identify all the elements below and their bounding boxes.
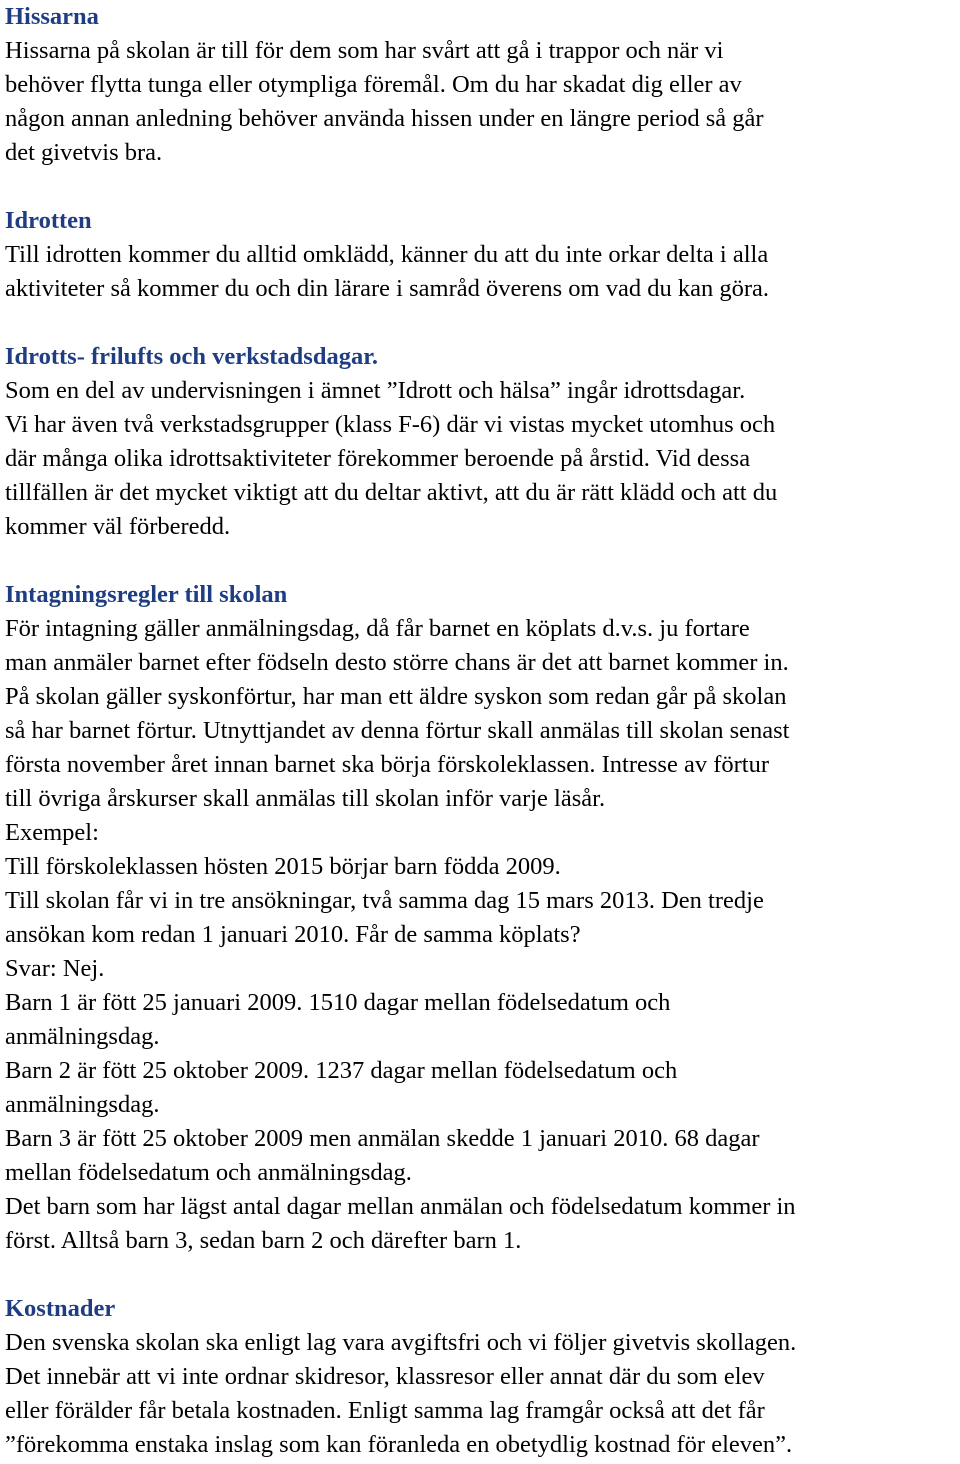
paragraph-line: anmälningsdag.: [5, 1023, 160, 1050]
paragraph-line: ”förekomma enstaka inslag som kan föranleda en obetydlig kostnad för eleven”.: [5, 1431, 793, 1458]
paragraph-line: första november året innan barnet ska börja förskoleklassen. Intresse av förtur: [5, 751, 769, 778]
paragraph-line: Det innebär att vi inte ordnar skidresor, klassresor eller annat där du som elev: [5, 1363, 765, 1390]
paragraph-line: eller förälder får betala kostnaden. Enligt samma lag framgår också att det får: [5, 1397, 765, 1424]
paragraph-line: Barn 1 är fött 25 januari 2009. 1510 dagar mellan födelsedatum och: [5, 989, 671, 1016]
section-heading: Intagningsregler till skolan: [5, 581, 288, 608]
paragraph-line: någon annan anledning behöver använda hissen under en längre period så går: [5, 105, 764, 132]
section-heading: Hissarna: [5, 3, 99, 30]
section-heading: Idrotten: [5, 207, 92, 234]
section-spacer: [5, 170, 960, 204]
paragraph-line: till övriga årskurser skall anmälas till skolan inför varje läsår.: [5, 785, 606, 812]
section-heading: Kostnader: [5, 1295, 116, 1322]
section-spacer: [5, 1258, 960, 1292]
section-hissarna: [5, 0, 960, 170]
paragraph-line: så har barnet förtur. Utnyttjandet av denna förtur skall anmälas till skolan senast: [5, 717, 790, 744]
section-idrotten: [5, 204, 960, 306]
paragraph-line: anmälningsdag.: [5, 1091, 160, 1118]
paragraph-line: Det barn som har lägst antal dagar mellan anmälan och födelsedatum kommer in: [5, 1193, 796, 1220]
paragraph-line: Till förskoleklassen hösten 2015 börjar barn födda 2009.: [5, 853, 561, 880]
paragraph-line: Hissarna på skolan är till för dem som har svårt att gå i trappor och när vi: [5, 37, 724, 64]
paragraph-line: aktiviteter så kommer du och din lärare i samråd överens om vad du kan göra.: [5, 275, 770, 302]
section-kostnader: [5, 1292, 960, 1462]
paragraph-line: tillfällen är det mycket viktigt att du deltar aktivt, att du är rätt klädd och att du: [5, 479, 778, 506]
section-heading: Idrotts- frilufts och verkstadsdagar.: [5, 343, 378, 370]
paragraph-line: För intagning gäller anmälningsdag, då får barnet en köplats d.v.s. ju fortare: [5, 615, 750, 642]
paragraph-line: mellan födelsedatum och anmälningsdag.: [5, 1159, 412, 1186]
answer-line: Svar: Nej.: [5, 955, 105, 982]
paragraph-line: man anmäler barnet efter födseln desto större chans är det att barnet kommer in.: [5, 649, 789, 676]
section-intagningsregler: [5, 578, 960, 1258]
paragraph-line: Vi har även två verkstadsgrupper (klass F-6) där vi vistas mycket utomhus och: [5, 411, 776, 438]
example-label: Exempel:: [5, 819, 99, 846]
paragraph-line: kommer väl förberedd.: [5, 513, 231, 540]
paragraph-line: där många olika idrottsaktiviteter förekommer beroende på årstid. Vid dessa: [5, 445, 751, 472]
paragraph-line: Barn 2 är fött 25 oktober 2009. 1237 dagar mellan födelsedatum och: [5, 1057, 678, 1084]
paragraph-line: Den svenska skolan ska enligt lag vara avgiftsfri och vi följer givetvis skollagen.: [5, 1329, 797, 1356]
paragraph-line: Till idrotten kommer du alltid omklädd, känner du att du inte orkar delta i alla: [5, 241, 769, 268]
paragraph-line: På skolan gäller syskonförtur, har man ett äldre syskon som redan går på skolan: [5, 683, 787, 710]
section-spacer: [5, 544, 960, 578]
paragraph-line: Till skolan får vi in tre ansökningar, två samma dag 15 mars 2013. Den tredje: [5, 887, 764, 914]
paragraph-line: Som en del av undervisningen i ämnet ”Idrott och hälsa” ingår idrottsdagar.: [5, 377, 746, 404]
paragraph-line: först. Alltså barn 3, sedan barn 2 och därefter barn 1.: [5, 1227, 522, 1254]
paragraph-line: ansökan kom redan 1 januari 2010. Får de samma köplats?: [5, 921, 581, 948]
section-spacer: [5, 306, 960, 340]
document-page: [5, 0, 960, 1462]
section-idrottsdagar: [5, 340, 960, 544]
paragraph-line: det givetvis bra.: [5, 139, 163, 166]
paragraph-line: Barn 3 är fött 25 oktober 2009 men anmälan skedde 1 januari 2010. 68 dagar: [5, 1125, 760, 1152]
paragraph-line: behöver flytta tunga eller otympliga föremål. Om du har skadat dig eller av: [5, 71, 742, 98]
